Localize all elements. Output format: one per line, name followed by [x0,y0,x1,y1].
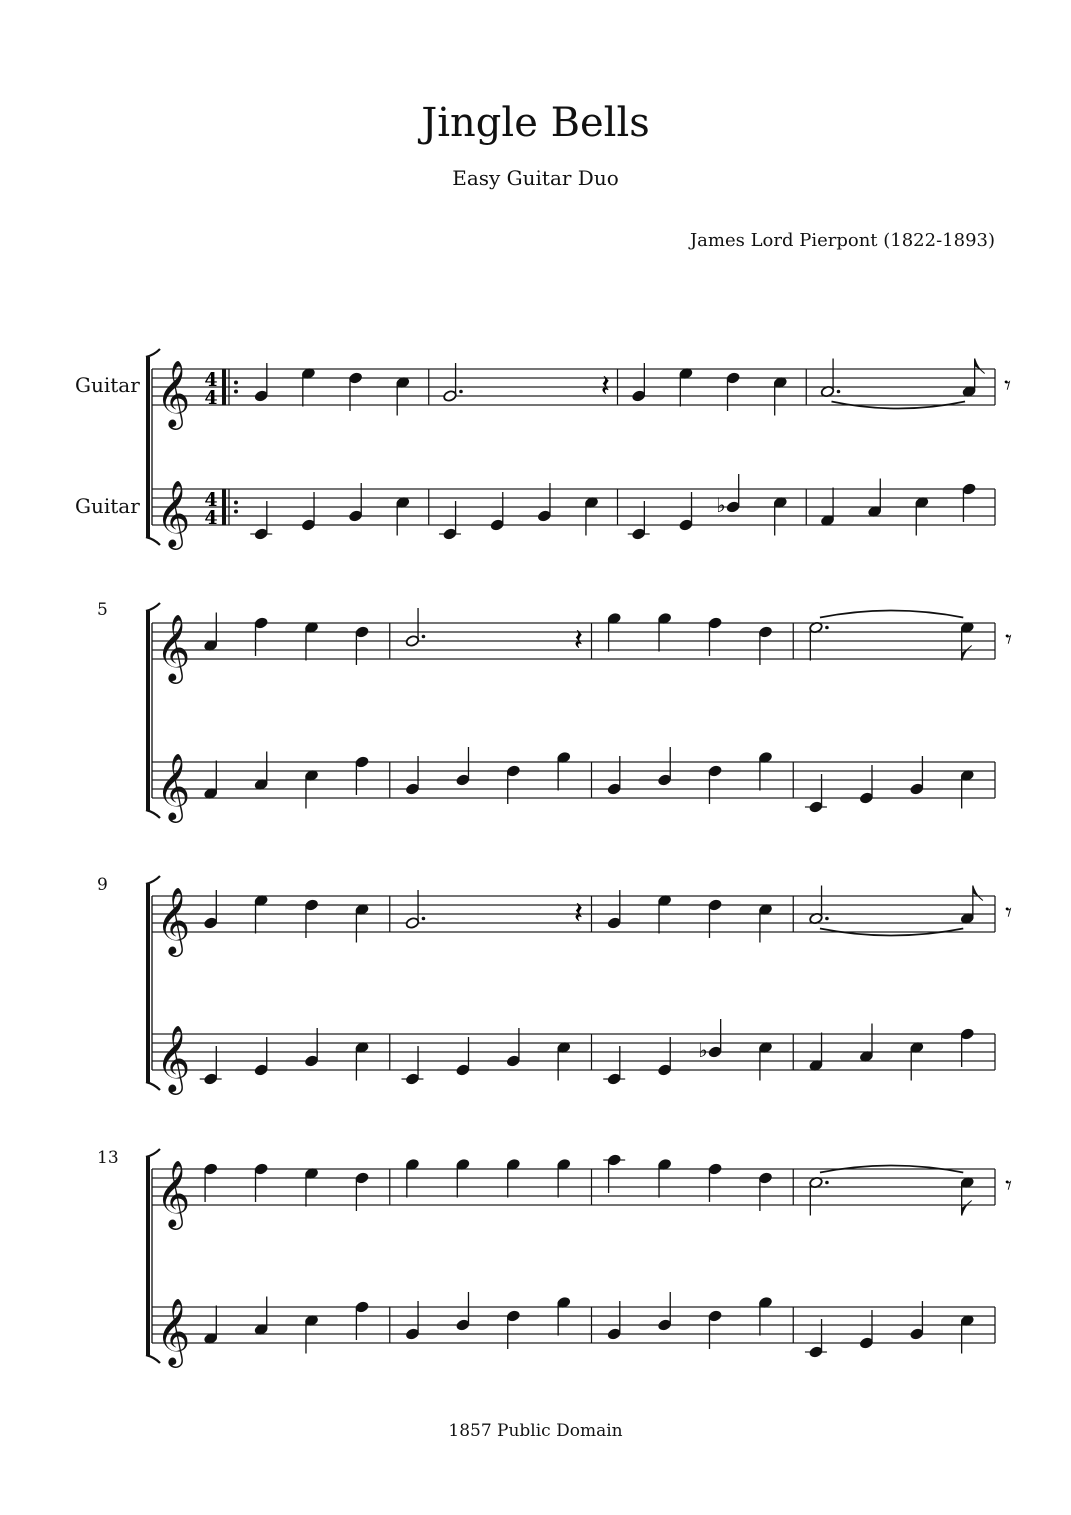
note-flag [962,646,972,661]
system-bracket [146,357,150,537]
time-signature-numerator: 4 [204,489,218,511]
repeat-dot [234,390,238,394]
time-signature-denominator: 4 [204,387,218,409]
bracket-hook [146,876,160,884]
treble-clef: 𝄞 [156,479,191,547]
treble-clef: 𝄞 [156,359,191,427]
treble-clef: 𝄞 [156,613,191,681]
tie [820,611,963,618]
copyright-footer: 1857 Public Domain [448,1421,623,1441]
note-flag [962,1201,972,1216]
treble-clef: 𝄞 [156,1024,191,1092]
bracket-hook [146,603,160,611]
instrument-label-top: Guitar [75,373,140,397]
augmentation-dot [422,635,426,639]
bracket-hook [146,1149,160,1157]
eighth-rest: 𝄾 [1005,625,1013,655]
augmentation-dot [459,390,463,394]
quarter-rest: 𝄽 [600,369,610,404]
system-bracket [146,884,150,1082]
augmentation-dot [825,626,829,630]
measure-number: 13 [97,1148,119,1168]
eighth-rest: 𝄾 [1004,371,1012,401]
repeat-dot [234,381,238,385]
repeat-dot [234,501,238,505]
time-signature-denominator: 4 [204,507,218,529]
treble-clef: 𝄞 [156,1297,191,1365]
instrument-label-bottom: Guitar [75,494,140,518]
eighth-rest: 𝄾 [1005,898,1013,928]
treble-clef: 𝄞 [156,886,191,954]
flat-accidental: ♭ [698,1038,708,1062]
note-flag [973,886,983,901]
augmentation-dot [837,390,841,394]
time-signature-numerator: 4 [204,369,218,391]
measure-number: 5 [97,600,108,620]
repeat-thick-bar [222,369,226,405]
augmentation-dot [825,1181,829,1185]
bracket-hook [146,349,160,357]
score-title: Jingle Bells [421,100,650,146]
treble-clef: 𝄞 [156,1159,191,1227]
quarter-rest: 𝄽 [573,623,584,658]
quarter-rest: 𝄽 [573,896,584,931]
repeat-thick-bar [222,489,226,525]
augmentation-dot [422,917,426,921]
treble-clef: 𝄞 [156,752,191,820]
measure-number: 9 [97,875,108,895]
note-flag [975,359,985,374]
system-bracket [146,611,150,810]
augmentation-dot [825,917,829,921]
flat-accidental: ♭ [716,493,726,517]
system-bracket [146,1157,150,1355]
repeat-dot [234,510,238,514]
score-subtitle: Easy Guitar Duo [452,166,619,190]
composer-credit: James Lord Pierpont (1822-1893) [689,230,995,251]
eighth-rest: 𝄾 [1005,1171,1013,1201]
